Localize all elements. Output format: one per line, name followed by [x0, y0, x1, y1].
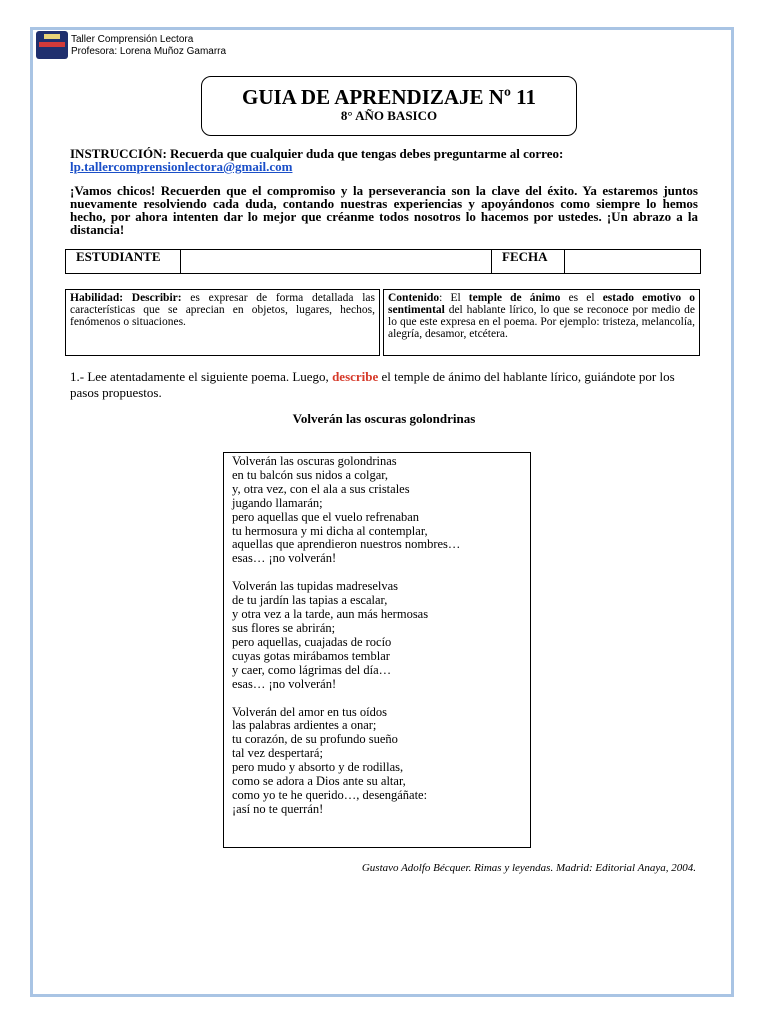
- stanza-2: [232, 580, 522, 691]
- stanza-3: [232, 706, 522, 817]
- poem-line: esas… ¡no volverán!: [232, 676, 337, 691]
- title-box: [201, 76, 577, 136]
- poem-line: cuyas gotas mirábamos temblar: [232, 648, 390, 663]
- poem-line: Volverán las tupidas madreselvas: [232, 579, 399, 594]
- student-label: ESTUDIANTE: [66, 250, 181, 273]
- date-label: FECHA: [492, 250, 565, 273]
- poem-line: tu corazón, de su profundo sueño: [232, 732, 398, 747]
- poem-line: las palabras ardientes a onar;: [232, 718, 377, 733]
- poem-line: y caer, como lágrimas del día…: [232, 662, 392, 677]
- question-1-text: 1.- Lee atentadamente el siguiente poema. Luego,: [70, 369, 333, 384]
- poem-line: pero aquellas, cuajadas de rocío: [232, 634, 392, 649]
- encouragement-text: ¡Vamos chicos! Recuerden que el compromiso y la perseverancia son la clave del éxito. Ya estaremos juntos nuevamente resolviendo cada duda, contando nuestras experiencias y apoyándonos como siempre lo hemos hecho, por ahora intenten dar lo mejor que créanme todos nosotros lo hacemos por ustedes. ¡Un abrazo a la distancia!: [70, 183, 698, 237]
- poem-line: y otra vez a la tarde, aun más hermosas: [232, 607, 429, 622]
- poem-line: pero mudo y absorto y de rodillas,: [232, 760, 404, 775]
- question-1-text-end: el temple de ánimo del hablante lírico, guiándote por los pasos propuestos.: [70, 369, 675, 400]
- student-table: [65, 249, 701, 274]
- email-link[interactable]: lp.tallercomprensionlectora@gmail.com: [70, 159, 293, 174]
- content-bold-2: estado emotivo o sentimental: [388, 292, 695, 316]
- date-field[interactable]: [565, 250, 700, 273]
- poem-line: sus flores se abrirán;: [232, 620, 336, 635]
- poem-line: y, otra vez, con el ala a sus cristales: [232, 481, 410, 496]
- content-label: Contenido: [388, 292, 440, 304]
- content-text-3: del hablante lírico, lo que se reconoce por medio de lo que este expresa en el poema. Por ejemplo: tristeza, melancolía, alegría, desamor, etcétera.: [388, 304, 695, 340]
- instruction: [70, 147, 698, 173]
- poem-line: en tu balcón sus nidos a colgar,: [232, 467, 389, 482]
- poem-line: como yo te he querido…, desengáñate:: [232, 787, 428, 802]
- stanza-1: [232, 455, 522, 566]
- instruction-text: Recuerda que cualquier duda que tengas debes preguntarme al correo:: [166, 146, 564, 161]
- poem-box: [223, 452, 531, 848]
- header-workshop: Taller Comprensión Lectora: [71, 34, 194, 45]
- content-text-1: : El: [439, 292, 469, 304]
- poem-line: Volverán del amor en tus oídos: [232, 704, 387, 719]
- page-title: GUIA DE APRENDIZAJE Nº 11: [242, 85, 536, 109]
- poem-line: jugando llamarán;: [232, 495, 323, 510]
- student-name-field[interactable]: [181, 250, 492, 273]
- content-bold-1: temple de ánimo: [468, 292, 561, 304]
- skill-box: [65, 289, 380, 356]
- question-1-highlight: describe: [332, 369, 379, 384]
- poem-line: ¡así no te querrán!: [232, 801, 324, 816]
- skill-label: Habilidad: Describir:: [70, 292, 182, 304]
- poem-line: pero aquellas que el vuelo refrenaban: [232, 509, 420, 524]
- question-1: [70, 369, 700, 401]
- header-teacher: Profesora: Lorena Muñoz Gamarra: [71, 46, 227, 57]
- poem-line: de tu jardín las tapias a escalar,: [232, 593, 388, 608]
- page-subtitle: 8° AÑO BASICO: [340, 108, 438, 123]
- poem-line: tal vez despertará;: [232, 746, 323, 761]
- poem-title: Volverán las oscuras golondrinas: [292, 411, 476, 426]
- poem-line: Volverán las oscuras golondrinas: [232, 454, 397, 468]
- content-text-2: es el: [560, 292, 603, 304]
- skill-text: es expresar de forma detallada las características que se aprecian en objetos, lugares, hechos, fenómenos o situaciones.: [70, 292, 375, 328]
- poem-line: esas… ¡no volverán!: [232, 551, 337, 566]
- content-box: [383, 289, 700, 356]
- poem-line: como se adora a Dios ante su altar,: [232, 774, 406, 789]
- school-logo-icon: [36, 31, 68, 59]
- poem-line: tu hermosura y mi dicha al contemplar,: [232, 523, 428, 538]
- poem-credit: Gustavo Adolfo Bécquer. Rimas y leyendas. Madrid: Editorial Anaya, 2004.: [361, 862, 696, 874]
- instruction-label: INSTRUCCIÓN:: [70, 146, 167, 161]
- poem-line: aquellas que aprendieron nuestros nombres…: [232, 537, 461, 552]
